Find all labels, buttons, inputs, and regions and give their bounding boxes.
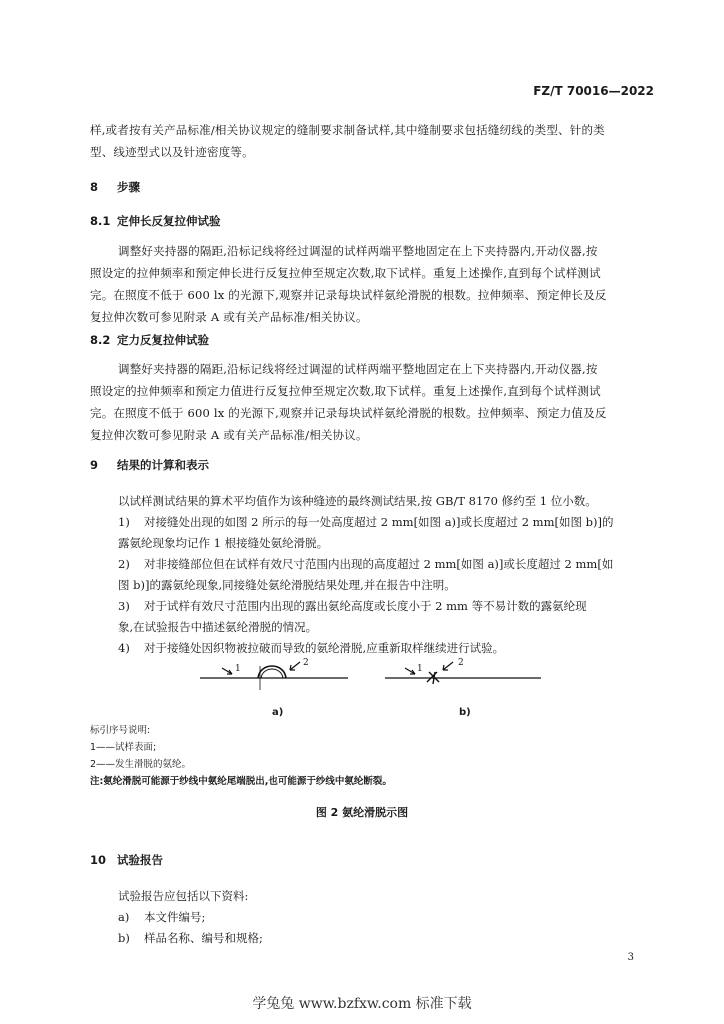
- section-8-heading: [90, 179, 140, 195]
- section-9-heading: [90, 457, 209, 473]
- list-item: [90, 554, 650, 596]
- arrow-label-1: [222, 668, 232, 674]
- arrow-label-2: [443, 662, 453, 670]
- intro-paragraph: [90, 119, 650, 163]
- section-10-lead: 试验报告应包括以下资料:: [118, 889, 249, 903]
- list-marker: 4): [118, 641, 130, 655]
- figure-2b-label-2: 2: [458, 658, 464, 668]
- section-8-1-paragraph: [90, 240, 650, 328]
- page-number: 3: [627, 952, 634, 963]
- section-10-heading: [90, 852, 163, 868]
- section-number: 9: [90, 458, 99, 472]
- figure-2a-caption: a): [272, 707, 284, 718]
- text-line: 调整好夹持器的隔距,沿标记线将经过调湿的试样两端平整地固定在上下夹持器内,开动仪器,按: [118, 244, 598, 258]
- figure-2a-label-1: 1: [235, 664, 241, 674]
- text-line: 样品名称、编号和规格;: [144, 931, 263, 945]
- section-title: 定力反复拉伸试验: [117, 333, 209, 347]
- section-8-1-heading: [90, 213, 221, 229]
- text-line: 图 b)]的露氨纶现象,同接缝处氨纶滑脱结果处理,并在报告中注明。: [118, 578, 456, 592]
- text-line: 对非接缝部位但在试样有效尺寸范围内出现的高度超过 2 mm[如图 a)]或长度超过 2 mm[如: [144, 557, 614, 571]
- list-item: [90, 596, 650, 638]
- site-footer: 学兔兔 www.bzfxw.com 标准下载: [252, 996, 472, 1012]
- section-8-2-heading: [90, 332, 209, 348]
- text-line: 对接缝处出现的如图 2 所示的每一处高度超过 2 mm[如图 a)]或长度超过 2 mm[如图 b)]的: [144, 515, 614, 529]
- list-item: [90, 907, 650, 928]
- figure-caption: 图 2 氨纶滑脱示图: [315, 806, 409, 819]
- list-item: [90, 638, 650, 659]
- list-marker: 2): [118, 557, 130, 571]
- spandex-loop: [258, 666, 286, 678]
- section-9-body: [90, 491, 650, 659]
- text-line: 复拉伸次数可参见附录 A 或有关产品标准/相关协议。: [90, 310, 368, 324]
- section-number: 8.2: [90, 333, 111, 347]
- arrow-label-1: [405, 668, 415, 674]
- section-number: 8.1: [90, 214, 111, 228]
- figure-note: 注:氨纶滑脱可能源于纱线中氨纶尾端脱出,也可能源于纱线中氨纶断裂。: [90, 776, 392, 787]
- section-9-lead: 以试样测试结果的算术平均值作为该种缝迹的最终测试结果,按 GB/T 8170 修约至 1 位小数。: [118, 494, 597, 508]
- figure-2b-caption: b): [459, 707, 471, 718]
- list-marker: b): [118, 931, 130, 945]
- list-marker: 1): [118, 515, 130, 529]
- figure-legend: [90, 722, 392, 790]
- text-line: 照设定的拉伸频率和预定伸长进行反复拉伸至规定次数,取下试样。重复上述操作,直到每个试样测试: [90, 266, 601, 280]
- section-title: 定伸长反复拉伸试验: [117, 214, 221, 228]
- section-title: 试验报告: [117, 853, 163, 867]
- text-line: 露氨纶现象均记作 1 根接缝处氨纶滑脱。: [118, 536, 329, 550]
- text-line: 照设定的拉伸频率和预定力值进行反复拉伸至规定次数,取下试样。重复上述操作,直到每个试样测试: [90, 384, 601, 398]
- list-item: [90, 928, 650, 949]
- arrow-label-2: [290, 662, 300, 670]
- section-10-body: [90, 886, 650, 949]
- section-title: 结果的计算和表示: [117, 458, 209, 472]
- text-line: 完。在照度不低于 600 lx 的光源下,观察并记录每块试样氨纶滑脱的根数。拉伸频率、预定力值及反: [90, 406, 607, 420]
- text-line: 样,或者按有关产品标准/相关协议规定的缝制要求制备试样,其中缝制要求包括缝纫线的类型、针的类: [90, 123, 605, 137]
- figure-2a-diagram: [200, 660, 350, 700]
- section-title: 步骤: [117, 180, 140, 194]
- legend-item-1: 1——试样表面;: [90, 742, 157, 753]
- list-item: [90, 512, 650, 554]
- text-line: 调整好夹持器的隔距,沿标记线将经过调湿的试样两端平整地固定在上下夹持器内,开动仪器,按: [118, 362, 598, 376]
- text-line: 象,在试验报告中描述氨纶滑脱的情况。: [118, 620, 318, 634]
- section-8-2-paragraph: [90, 358, 650, 446]
- list-marker: 3): [118, 599, 130, 613]
- legend-title: 标引序号说明:: [90, 725, 151, 736]
- figure-2b-diagram: [385, 660, 545, 700]
- text-line: 对于试样有效尺寸范围内出现的露出氨纶高度或长度小于 2 mm 等不易计数的露氨纶现: [144, 599, 587, 613]
- text-line: 本文件编号;: [144, 910, 206, 924]
- section-number: 10: [90, 853, 107, 867]
- legend-item-2: 2——发生滑脱的氨纶。: [90, 759, 192, 770]
- text-line: 完。在照度不低于 600 lx 的光源下,观察并记录每块试样氨纶滑脱的根数。拉伸频率、预定伸长及反: [90, 288, 607, 302]
- list-marker: a): [118, 910, 130, 924]
- document-code: FZ/T 70016—2022: [533, 84, 654, 98]
- text-line: 型、线迹型式以及针迹密度等。: [90, 145, 254, 159]
- figure-2a-label-2: 2: [303, 658, 309, 668]
- text-line: 对于接缝处因织物被拉破而导致的氨纶滑脱,应重新取样继续进行试验。: [144, 641, 505, 655]
- loop-fill: [261, 669, 283, 678]
- text-line: 复拉伸次数可参见附录 A 或有关产品标准/相关协议。: [90, 428, 368, 442]
- section-number: 8: [90, 180, 99, 194]
- figure-2b-label-1: 1: [417, 664, 423, 674]
